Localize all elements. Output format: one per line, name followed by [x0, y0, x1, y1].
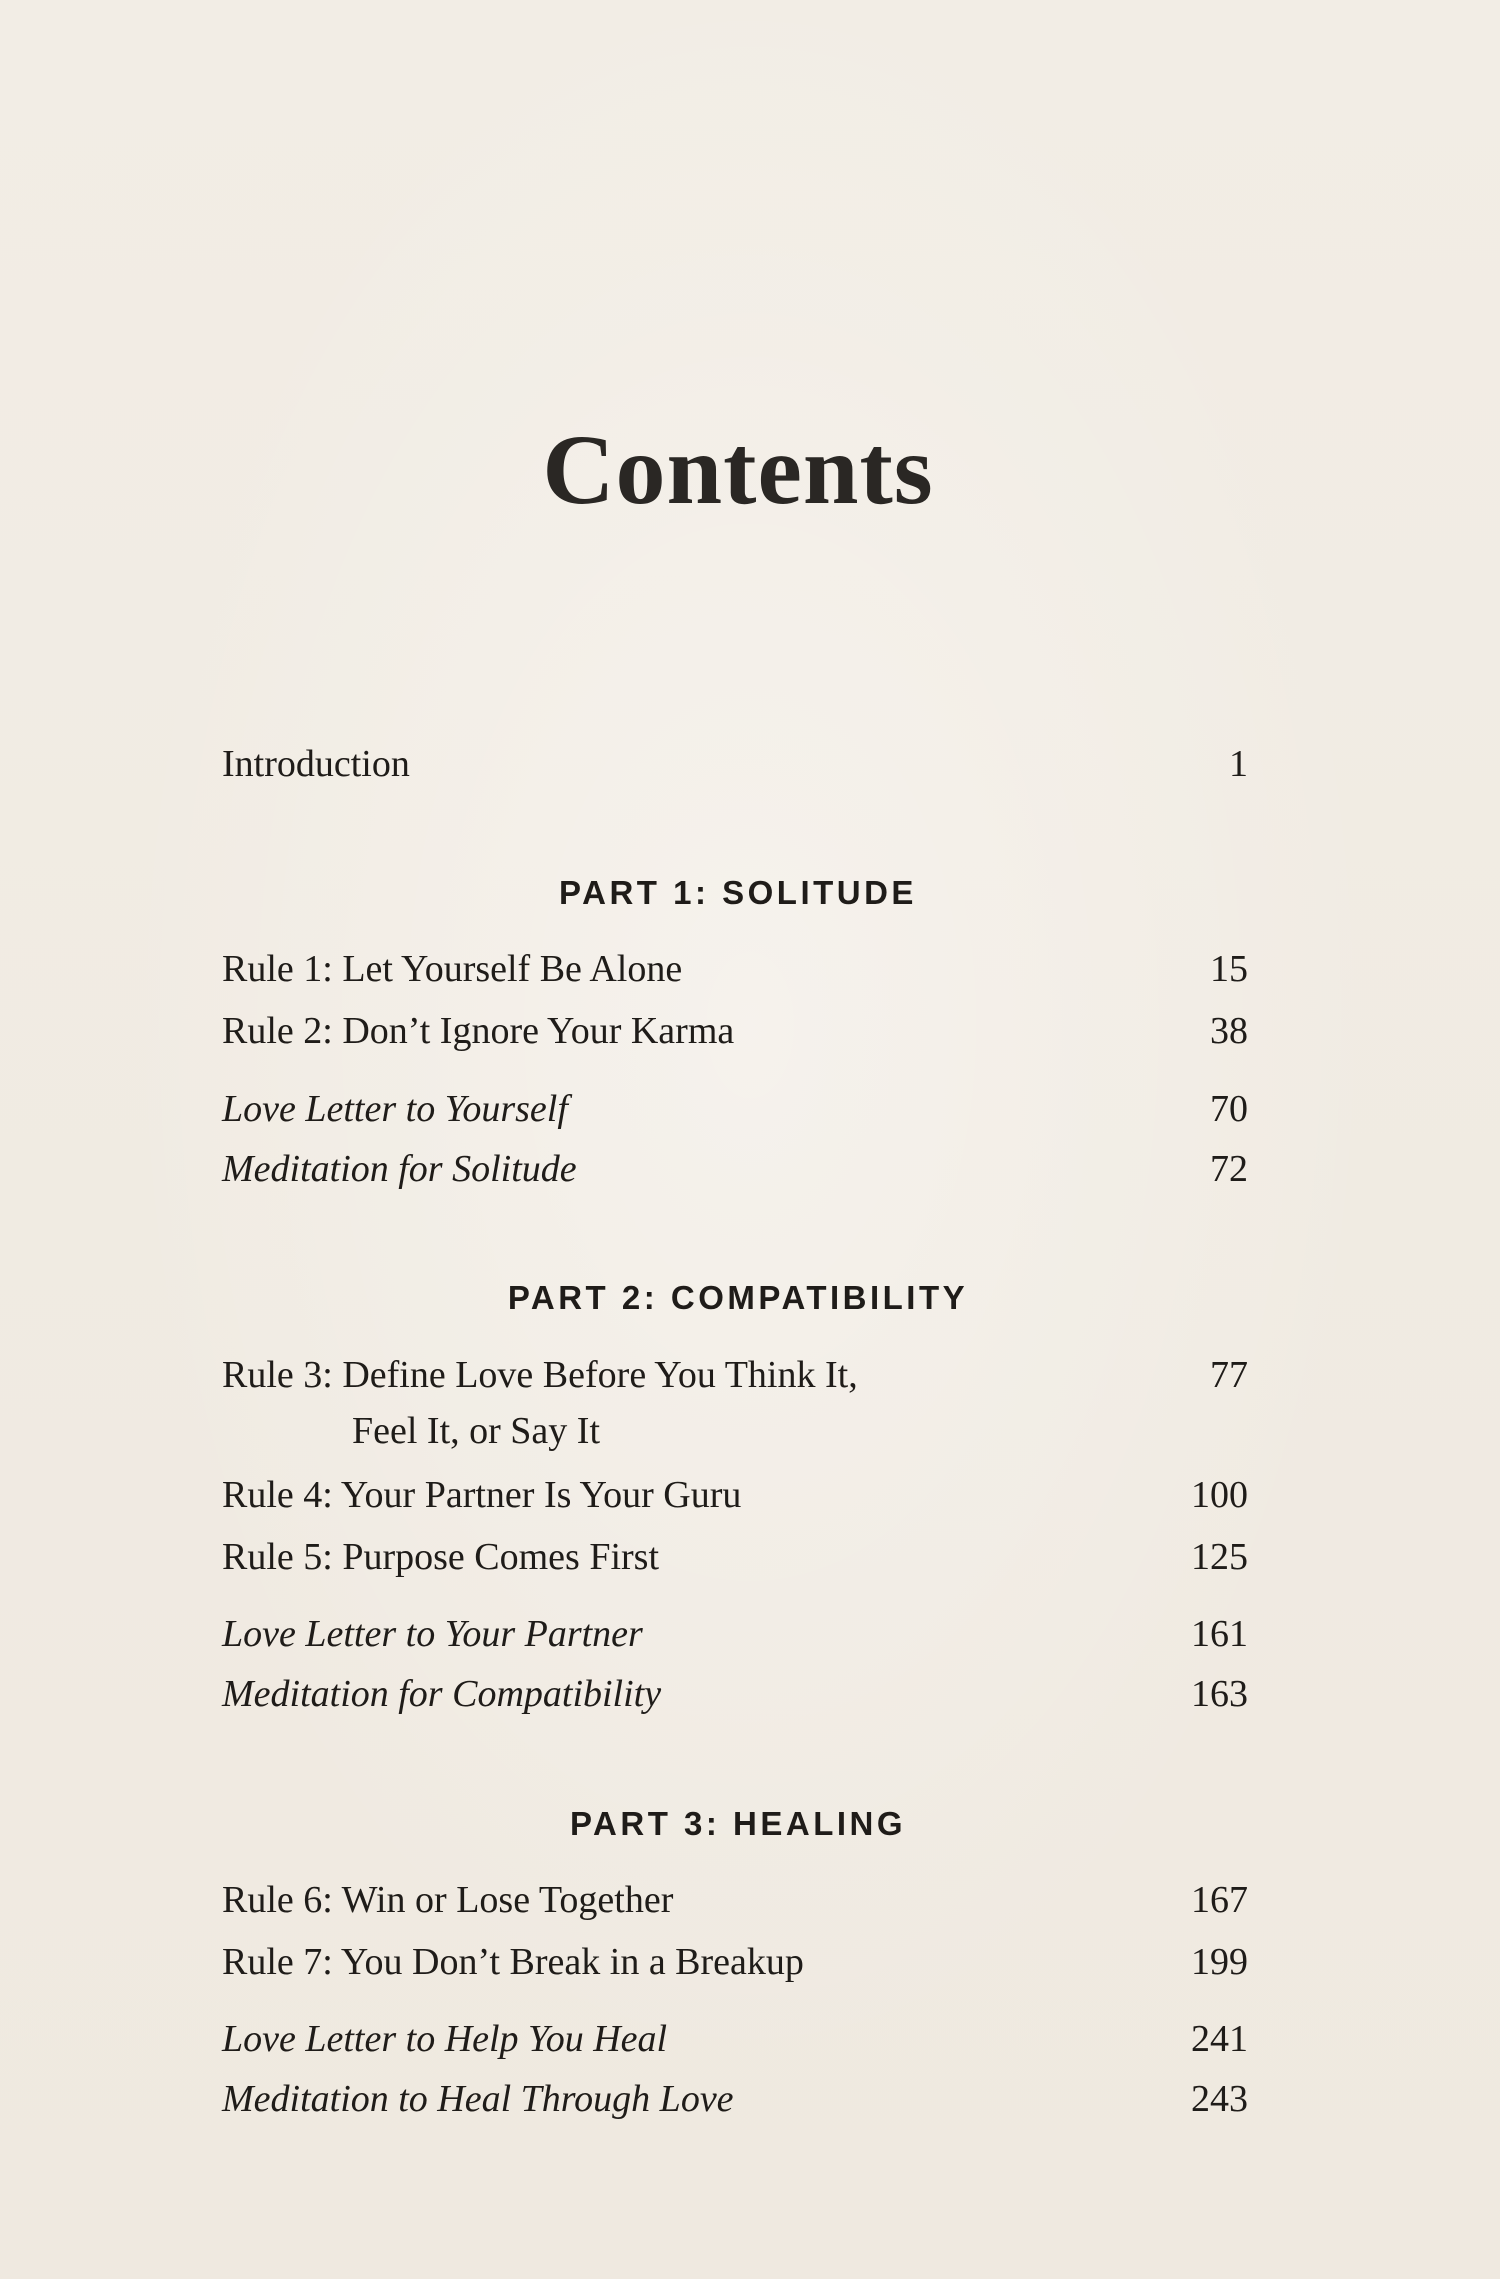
- toc-entry-label: Rule 4: Your Partner Is Your Guru: [222, 1474, 742, 1516]
- toc-entry-label-continuation: Feel It, or Say It: [352, 1410, 601, 1452]
- toc-entry-label: Rule 6: Win or Lose Together: [222, 1879, 674, 1921]
- toc-entry-label: Rule 2: Don’t Ignore Your Karma: [222, 1010, 735, 1052]
- toc-entry-label: Rule 3: Define Love Before You Think It,: [222, 1354, 858, 1396]
- toc-entry-page-number: 70: [1210, 1088, 1248, 1130]
- toc-entry-page-number: 243: [1191, 2078, 1248, 2120]
- toc-entry-label: Love Letter to Your Partner: [222, 1613, 643, 1655]
- part-heading-healing: PART 3: HEALING: [569, 1805, 907, 1842]
- toc-entry-label: Meditation for Solitude: [222, 1148, 577, 1190]
- toc-entry-label: Meditation for Compatibility: [222, 1673, 662, 1715]
- toc-entry-label: Rule 7: You Don’t Break in a Breakup: [222, 1941, 804, 1983]
- toc-entry-page-number: 1: [1229, 743, 1248, 785]
- toc-entry-label: Love Letter to Help You Heal: [222, 2018, 668, 2060]
- page-title: Contents: [542, 414, 934, 525]
- toc-entry-page-number: 241: [1191, 2018, 1248, 2060]
- toc-entry-page-number: 15: [1210, 948, 1248, 990]
- toc-entry-label: Introduction: [222, 743, 410, 785]
- toc-entry-page-number: 125: [1191, 1536, 1248, 1578]
- toc-entry-page-number: 72: [1210, 1148, 1248, 1190]
- part-heading-compatibility: PART 2: COMPATIBILITY: [507, 1279, 969, 1316]
- toc-entry-label: Rule 5: Purpose Comes First: [222, 1536, 660, 1578]
- toc-entry-label: Meditation to Heal Through Love: [222, 2078, 734, 2120]
- toc-entry-page-number: 77: [1210, 1354, 1248, 1396]
- toc-entry-page-number: 161: [1191, 1613, 1248, 1655]
- toc-entry-label: Rule 1: Let Yourself Be Alone: [222, 948, 683, 990]
- toc-entry-page-number: 163: [1191, 1673, 1248, 1715]
- toc-entry-page-number: 38: [1210, 1010, 1248, 1052]
- toc-entry-label: Love Letter to Yourself: [222, 1088, 568, 1130]
- part-heading-solitude: PART 1: SOLITUDE: [559, 874, 917, 911]
- toc-entry-page-number: 199: [1191, 1941, 1248, 1983]
- toc-entry-page-number: 100: [1191, 1474, 1248, 1516]
- toc-entry-page-number: 167: [1191, 1879, 1248, 1921]
